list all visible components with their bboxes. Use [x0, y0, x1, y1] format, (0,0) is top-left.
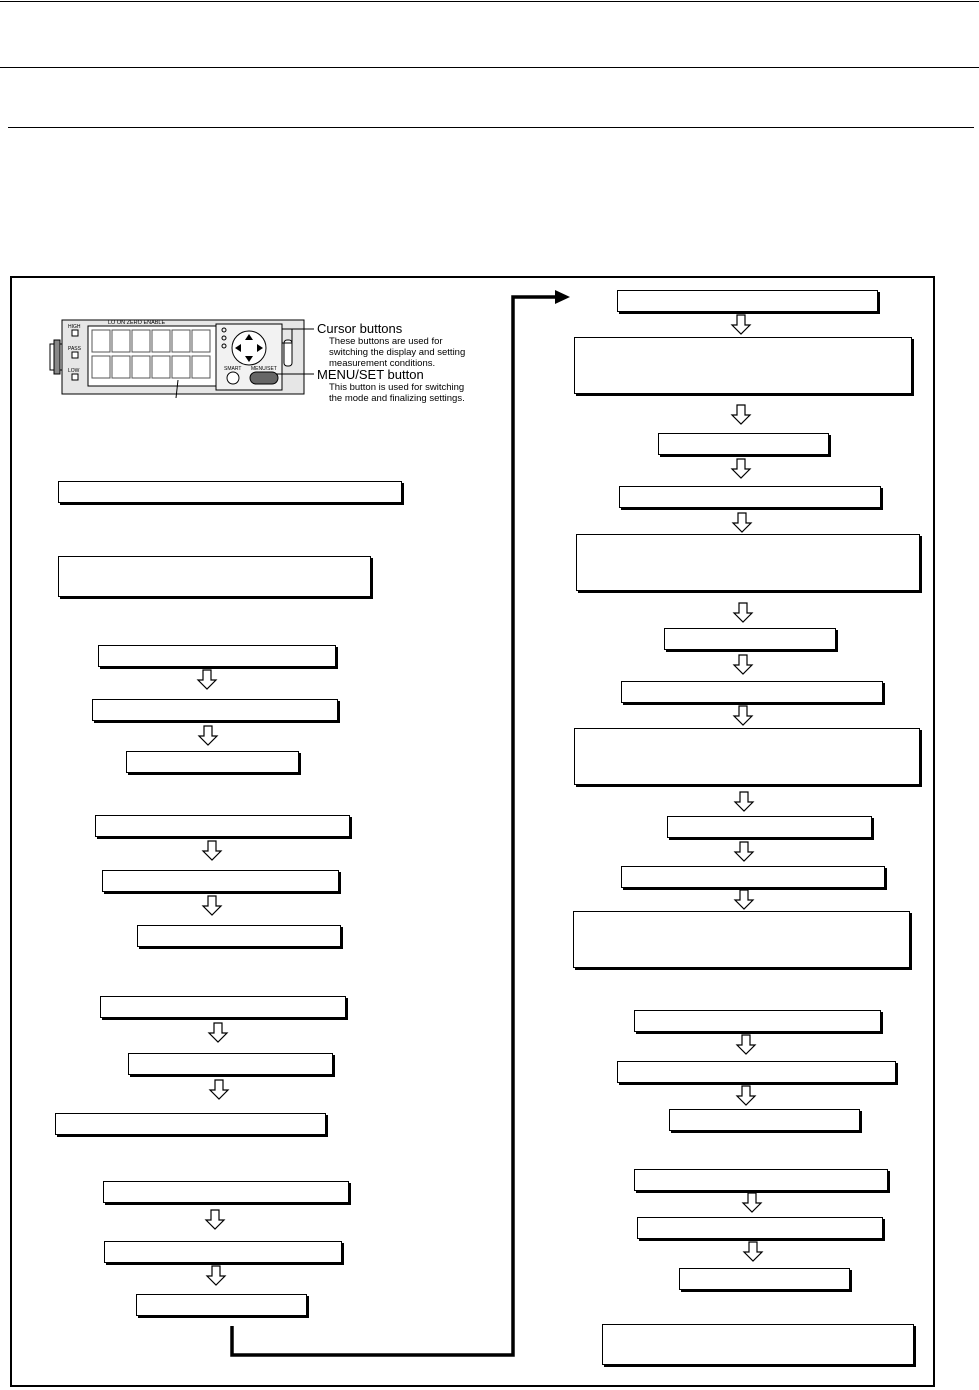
- flow-box: [617, 1061, 896, 1083]
- menu-set-button-desc-line: This button is used for switching: [329, 382, 465, 393]
- flow-box: [574, 337, 912, 394]
- flow-box: [637, 1217, 883, 1239]
- cursor-buttons-desc-line: These buttons are used for: [329, 336, 443, 347]
- flow-box: [128, 1053, 333, 1075]
- flow-box: [104, 1241, 342, 1263]
- flow-box: [621, 681, 883, 703]
- flow-box: [126, 751, 299, 773]
- menu-label: MENU/SET: [251, 366, 277, 372]
- cursor-buttons-desc-line: switching the display and setting: [329, 347, 466, 358]
- flow-box: [574, 728, 920, 785]
- flow-box: [92, 699, 338, 721]
- flow-box: [58, 481, 402, 503]
- flow-box: [102, 870, 339, 892]
- flow-box: [634, 1169, 888, 1191]
- cursor-buttons-title: Cursor buttons: [317, 321, 403, 336]
- flow-box: [619, 486, 881, 508]
- flow-box: [667, 816, 872, 838]
- cursor-buttons-callout: [317, 321, 465, 369]
- flow-box: [634, 1010, 881, 1032]
- flow-box: [669, 1109, 860, 1131]
- flow-box: [679, 1268, 850, 1290]
- high-label: HIGH: [68, 324, 81, 330]
- flow-box: [58, 556, 371, 597]
- flow-box: [573, 911, 910, 968]
- flow-box: [658, 433, 829, 455]
- menu-set-button-callout: [317, 367, 465, 404]
- flow-box: [621, 866, 885, 888]
- flow-box: [98, 645, 336, 667]
- flow-box: [137, 925, 341, 947]
- menu-set-button-title: MENU/SET button: [317, 367, 424, 382]
- flow-box: [100, 996, 346, 1018]
- indicator-labels: LO ON ZERO ENABLE: [108, 320, 166, 326]
- pass-label: PASS: [68, 346, 81, 352]
- flow-box: [95, 815, 350, 837]
- flow-box: [136, 1294, 307, 1316]
- flow-box: [55, 1113, 326, 1135]
- flow-box: [664, 628, 836, 650]
- cursor-buttons-desc-line: measurement conditions.: [329, 358, 436, 369]
- menu-set-button-desc-line: the mode and finalizing settings.: [329, 393, 465, 404]
- flow-box: [103, 1181, 349, 1203]
- flow-box: [617, 290, 878, 312]
- low-label: LOW: [68, 368, 80, 374]
- smart-label: SMART: [224, 366, 242, 372]
- flow-box: [602, 1324, 914, 1365]
- flow-box: [576, 534, 920, 591]
